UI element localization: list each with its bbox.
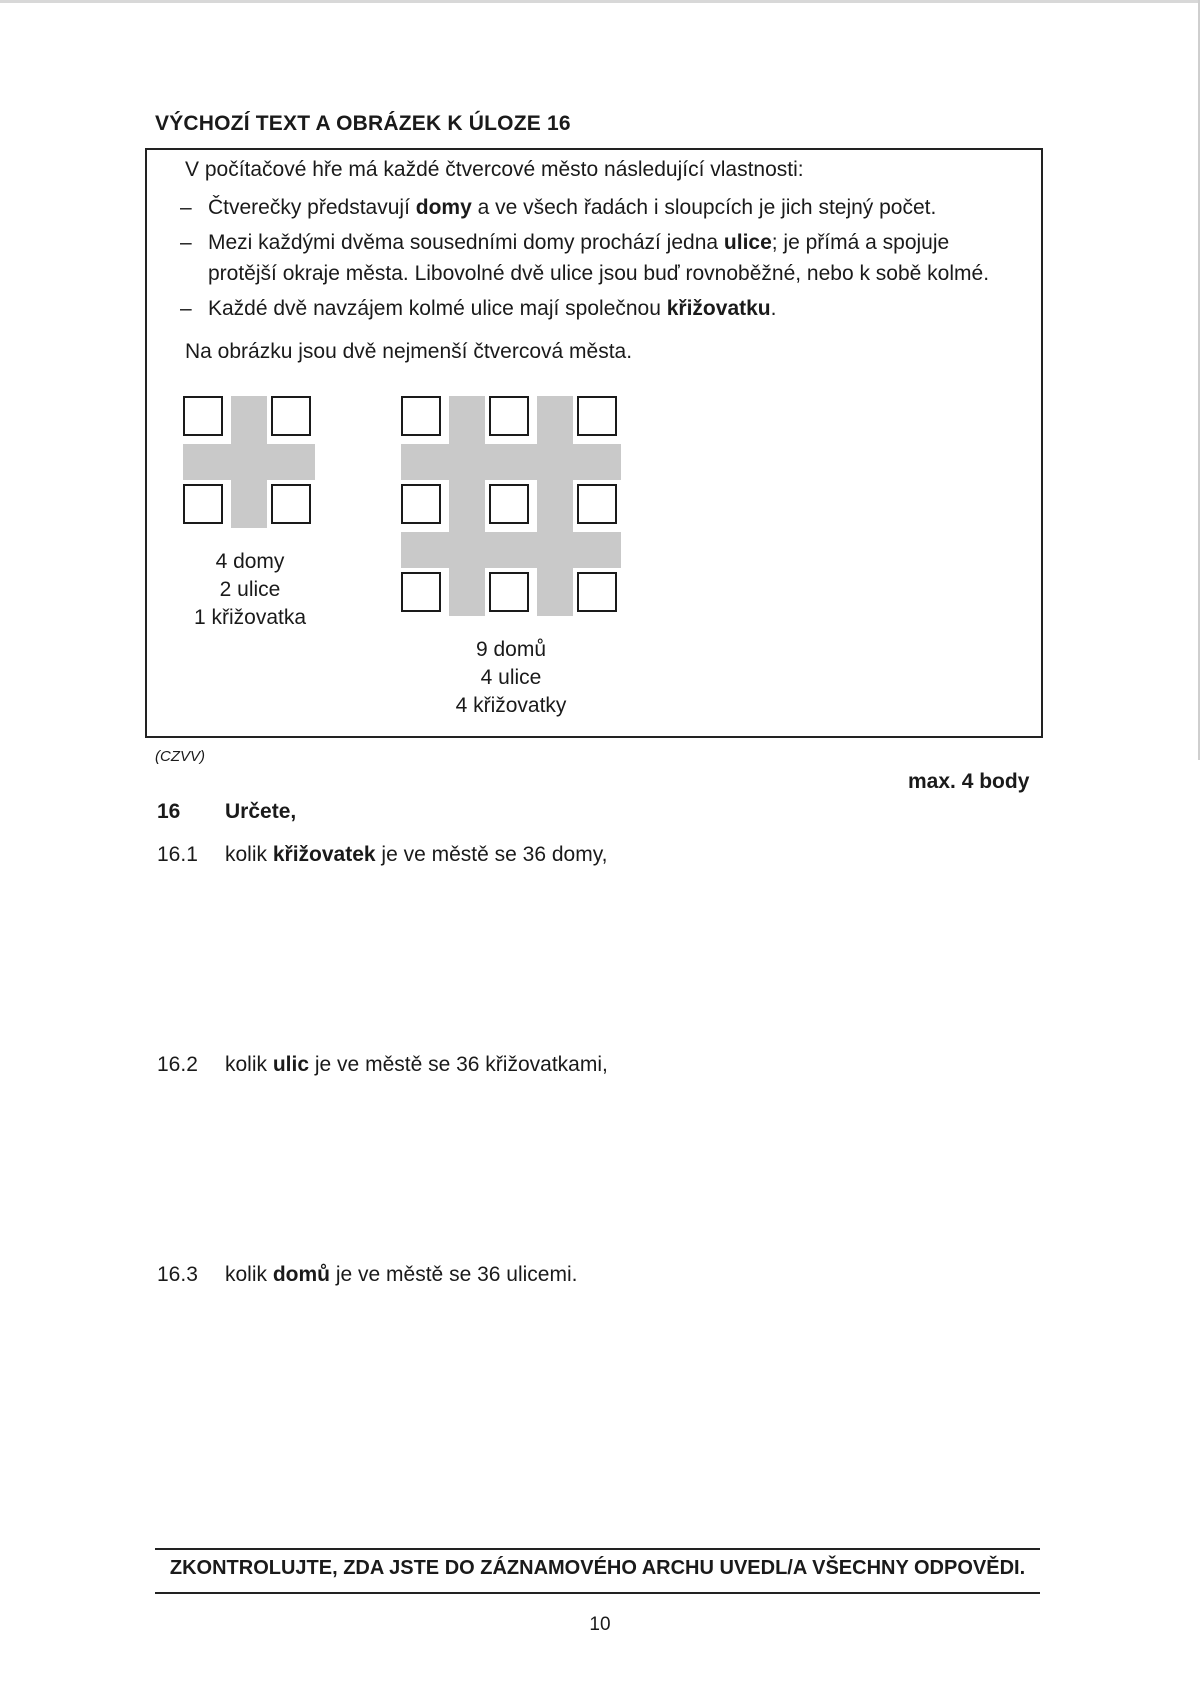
- footer-rule-bottom: [155, 1592, 1040, 1594]
- street-vertical: [537, 396, 573, 616]
- question-number: 16.3: [157, 1263, 198, 1286]
- question-text: kolik domů je ve městě se 36 ulicemi.: [225, 1263, 578, 1286]
- house: [577, 484, 617, 524]
- source-note: (CZVV): [155, 748, 205, 765]
- question-number: 16.1: [157, 843, 198, 866]
- city-large-houses: 9 domů: [475, 638, 547, 661]
- city-large-streets: 4 ulice: [480, 666, 542, 689]
- street-vertical: [449, 396, 485, 616]
- intro-box: V počítačové hře má každé čtvercové město následující vlastnosti: – Čtverečky představují domy a ve všech řadách i sloupcích je jich stejný počet. – Mezi každými dvěma sousedními domy prochází jedna ulice; je přímá a spojuje protější okraje města. Libovolné dvě ulice jsou buď rovnoběžné, nebo k sobě kolmé. – Každé dvě navzájem kolmé ulice mají společnou křižovatku. Na obrázku jsou dvě nejmenší čtvercová města. 4 domy 2 ulice 1 křižovatka 9 domů 4 ulice 4 křižovatky: [145, 148, 1043, 738]
- city-small-figure: [183, 396, 315, 528]
- question-text: kolik ulic je ve městě se 36 křižovatkami,: [225, 1053, 608, 1076]
- question-text: kolik křižovatek je ve městě se 36 domy,: [225, 843, 608, 866]
- house: [489, 396, 529, 436]
- city-small-streets: 2 ulice: [219, 578, 281, 601]
- house: [489, 572, 529, 612]
- house: [577, 396, 617, 436]
- house: [271, 484, 311, 524]
- city-small-houses: 4 domy: [215, 550, 285, 573]
- house: [401, 484, 441, 524]
- intro-text: V počítačové hře má každé čtvercové město následující vlastnosti:: [185, 158, 804, 181]
- house: [577, 572, 617, 612]
- task-title: Určete,: [225, 800, 297, 823]
- house: [183, 396, 223, 436]
- house: [401, 396, 441, 436]
- city-large-caption: [411, 636, 611, 720]
- city-small-crossings: 1 křižovatka: [193, 606, 307, 629]
- scan-edge-top: [0, 0, 1200, 3]
- figure-note: Na obrázku jsou dvě nejmenší čtvercová města.: [185, 340, 633, 363]
- footer-rule-top: [155, 1548, 1040, 1550]
- house: [489, 484, 529, 524]
- section-heading: VÝCHOZÍ TEXT A OBRÁZEK K ÚLOZE 16: [155, 112, 571, 135]
- max-points: max. 4 body: [908, 770, 1030, 793]
- question-number: 16.2: [157, 1053, 198, 1076]
- street-horizontal: [183, 444, 315, 480]
- house: [183, 484, 223, 524]
- task-number: 16: [157, 800, 181, 823]
- city-large-crossings: 4 křižovatky: [455, 694, 567, 717]
- street-horizontal: [401, 444, 621, 480]
- street-horizontal: [401, 532, 621, 568]
- house: [401, 572, 441, 612]
- footer-reminder: ZKONTROLUJTE, ZDA JSTE DO ZÁZNAMOVÉHO ARCHU UVEDL/A VŠECHNY ODPOVĚDI.: [169, 1557, 1026, 1579]
- city-large-figure: [401, 396, 621, 616]
- city-small-caption: [165, 548, 335, 632]
- page-number: 10: [589, 1614, 611, 1635]
- house: [271, 396, 311, 436]
